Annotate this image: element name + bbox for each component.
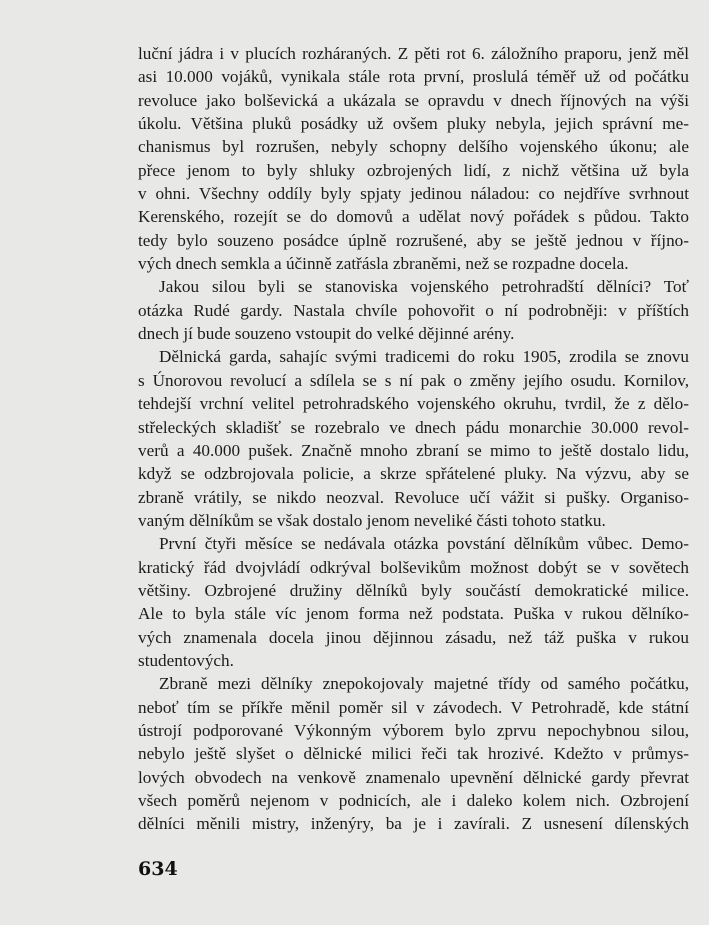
text-line: lových obvodech na venkově znamenalo upevnění dělnické gardy převrat	[138, 767, 689, 787]
paragraph	[138, 532, 689, 672]
text-line: asi 10.000 vojáků, vynikala stále rota první, proslulá téměř už od počátku	[138, 67, 689, 87]
text-line: vaným dělníkům se však dostalo jenom neveliké části tohoto statku.	[138, 510, 606, 530]
text-line: vých znamenala docela jinou dějinnou zásadu, než táž puška v rukou	[138, 627, 689, 647]
text-line: dělníci měnili mistry, inženýry, ba je i zavírali. Z usnesení dílenských	[138, 814, 689, 834]
text-line: když se odzbrojovala policie, a skrze spřátelené pluky. Na výzvu, aby se	[138, 464, 689, 484]
text-line: Zbraně mezi dělníky znepokojovaly majetné třídy od samého počátku,	[159, 674, 689, 694]
text-line: Jakou silou byli se stanoviska vojenského petrohradští dělníci? Toť	[159, 277, 689, 297]
text-line: neboť tím se příkře měnil poměr sil v závodech. V Petrohradě, kde státní	[138, 697, 689, 717]
text-line: vých dnech semkla a účinně zatřásla zbraněmi, než se rozpadne docela.	[138, 254, 629, 274]
paragraph	[138, 275, 689, 345]
text-line: otázka Rudé gardy. Nastala chvíle pohovořit o ní podrobněji: v příštích	[138, 300, 689, 320]
page-number: 634	[138, 858, 178, 880]
text-line: revoluce jako bolševická a ukázala se opravdu v dnech říjnových na výši	[138, 90, 689, 110]
text-line: většiny. Ozbrojené družiny dělníků byly součástí demokratické milice.	[138, 580, 689, 600]
text-line: verů a 40.000 pušek. Značně mnoho zbraní se mimo to ještě dostalo lidu,	[138, 440, 689, 460]
paragraph	[138, 42, 689, 275]
text-line: tedy bylo souzeno posádce úplně rozrušené, aby se ještě jednou v říjno-	[138, 230, 689, 250]
text-line: Dělnická garda, sahajíc svými tradicemi do roku 1905, zrodila se znovu	[159, 347, 689, 367]
text-line: Ale to byla stále víc jenom forma než podstata. Puška v rukou dělníko-	[138, 604, 689, 624]
text-line: úkolu. Většina pluků posádky už ovšem pluky nebyla, jejich správní me-	[138, 114, 689, 134]
text-line: První čtyři měsíce se nedávala otázka povstání dělníkům vůbec. Demo-	[159, 534, 689, 554]
text-line: střeleckých skladišť se rozebralo ve dnech pádu monarchie 30.000 revol-	[138, 417, 689, 437]
text-line: dnech jí bude souzeno vstoupit do velké dějinné arény.	[138, 324, 515, 344]
text-line: ústrojí podporované Výkonným výborem bylo zprvu nepochybnou silou,	[138, 720, 689, 740]
paragraph	[138, 345, 689, 532]
text-line: chanismus byl rozrušen, nebyly schopny delšího vojenského úkonu; ale	[138, 137, 689, 157]
text-line: studentových.	[138, 650, 234, 670]
paragraph	[138, 672, 689, 835]
text-line: všech poměrů nejenom v podnicích, ale i daleko kolem nich. Ozbrojení	[138, 791, 689, 810]
text-line: nebylo ještě slyšet o dělnické milici řeči tak hrozivé. Kdežto v průmys-	[138, 744, 689, 764]
text-line: Kerenského, rozejít se do domovů a udělat nový pořádek s půdou. Takto	[138, 207, 689, 227]
page-body-text	[138, 42, 689, 836]
text-line: s Únorovou revolucí a sdílela se s ní pak o změny jejího osudu. Kornilov,	[138, 370, 689, 390]
text-line: přece jenom to byly shluky ozbrojených lidí, z nichž většina už byla	[138, 160, 689, 180]
text-line: luční jádra i v plucích rozháraných. Z pěti rot 6. záložního praporu, jenž měl	[138, 44, 689, 63]
text-line: v ohni. Všechny oddíly byly spjaty jedinou náladou: co nejdříve svrhnout	[138, 184, 689, 204]
text-line: zbraně vrátily, se nikdo neozval. Revoluce učí vážit si pušky. Organiso-	[138, 487, 689, 507]
text-line: kratický řád dvojvládí odkrýval bolševikům možnost dobýt se v sovětech	[138, 557, 689, 577]
text-line: tehdejší vrchní velitel petrohradského vojenského okruhu, tvrdil, že z dělo-	[138, 394, 689, 414]
